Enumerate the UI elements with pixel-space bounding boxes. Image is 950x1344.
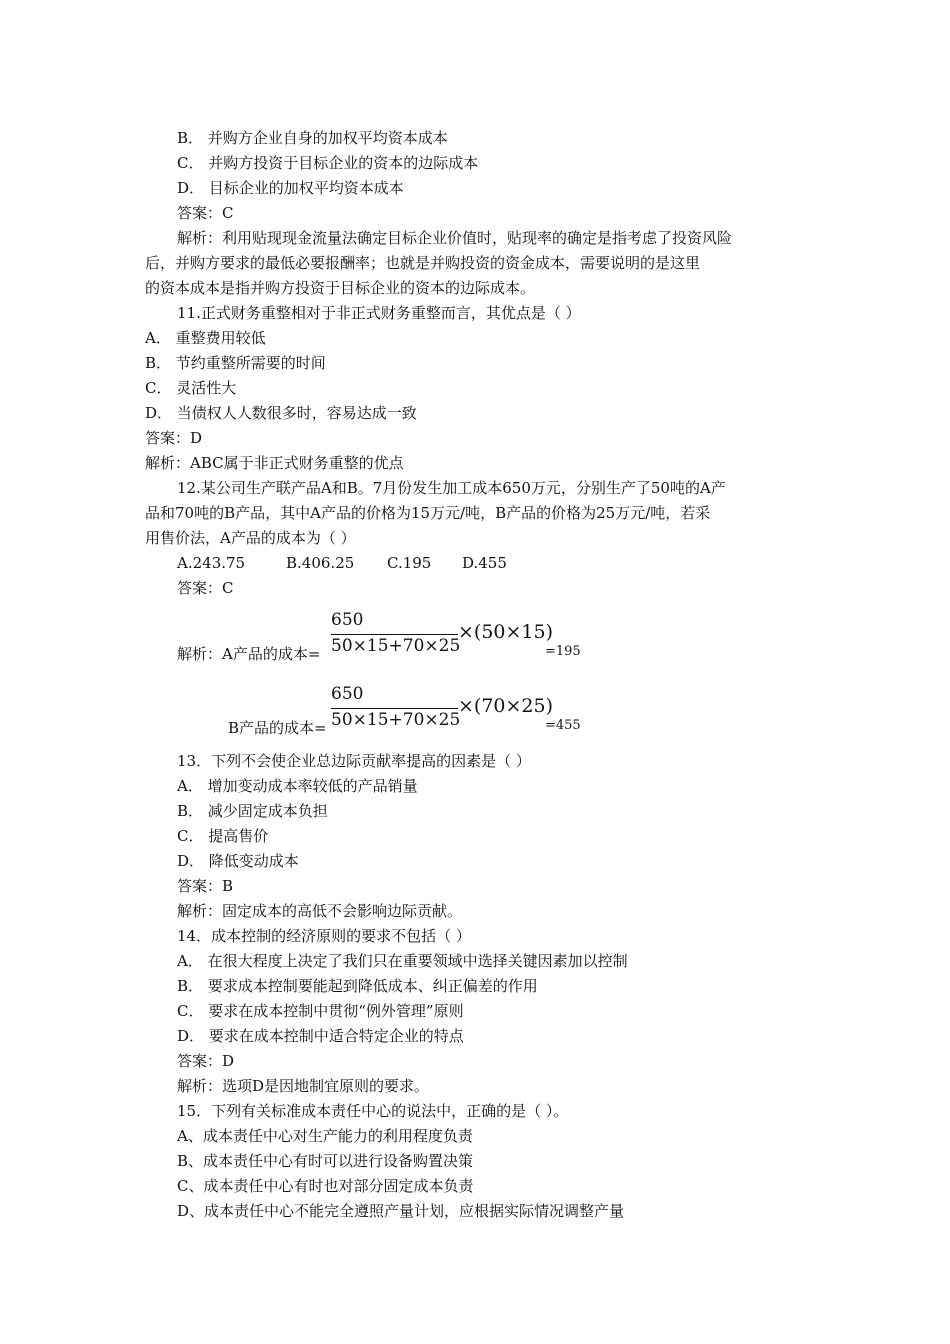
q13-option-d: D． 降低变动成本 [177,852,299,870]
q14-analysis: 解析：选项D是因地制宜原则的要求。 [177,1077,430,1095]
q11-analysis: 解析：ABC属于非正式财务重整的优点 [145,454,404,472]
q15-option-c: C、成本责任中心有时也对部分固定成本负责 [177,1177,474,1195]
q11-option-d: D． 当债权人人数很多时，容易达成一致 [145,404,417,422]
formula-a-fraction-bar [331,634,458,635]
q14-option-a: A． 在很大程度上决定了我们只在重要领域中选择关键因素加以控制 [177,952,628,970]
formula-a-label: 解析：A产品的成本= [177,645,321,663]
q12-option-d: D.455 [462,554,507,572]
q10-option-b: B． 并购方企业自身的加权平均资本成本 [177,129,448,147]
q11-answer: 答案：D [145,429,203,447]
q11-option-b: B． 节约重整所需要的时间 [145,354,326,372]
formula-a-denominator: 50×15+70×25 [331,636,461,656]
q13-option-a: A． 增加变动成本率较低的产品销量 [177,777,418,795]
q15-option-d: D、成本责任中心不能完全遵照产量计划，应根据实际情况调整产量 [177,1202,625,1220]
q12-option-b: B.406.25 [286,554,355,572]
q15-stem: 15．下列有关标准成本责任中心的说法中，正确的是（ ）。 [177,1102,569,1120]
q11-option-c: C． 灵活性大 [145,379,237,397]
q13-stem: 13．下列不会使企业总边际贡献率提高的因素是（ ） [177,752,531,770]
q11-stem: 11.正式财务重整相对于非正式财务重整而言，其优点是（ ） [177,304,581,322]
q10-option-c: C． 并购方投资于目标企业的资本的边际成本 [177,154,479,172]
q10-option-d: D． 目标企业的加权平均资本成本 [177,179,404,197]
formula-b-multiplier: ×(70×25) [458,695,554,717]
formula-a-numerator: 650 [331,610,364,630]
q12-option-c: C.195 [387,554,432,572]
q12-stem-line-2: 品和70吨的B产品，其中A产品的价格为15万元/吨，B产品的价格为25万元/吨，若采 [145,504,711,522]
q13-option-c: C． 提高售价 [177,827,269,845]
formula-a-result: =195 [545,644,581,659]
q14-answer: 答案：D [177,1052,235,1070]
q14-option-b: B． 要求成本控制要能起到降低成本、纠正偏差的作用 [177,977,538,995]
formula-b-numerator: 650 [331,684,364,704]
formula-b-fraction [331,684,461,734]
q10-analysis-line-3: 的资本成本是指并购方投资于目标企业的资本的边际成本。 [145,279,536,297]
q13-answer: 答案：B [177,877,234,895]
q12-answer: 答案：C [177,579,234,597]
q11-option-a: A． 重整费用较低 [145,329,266,347]
q12-stem-line-1: 12.某公司生产联产品A和B。7月份发生加工成本650万元，分别生产了50吨的A产 [177,479,726,497]
formula-b-denominator: 50×15+70×25 [331,710,461,730]
formula-b-fraction-bar [331,708,458,709]
q15-option-a: A、成本责任中心对生产能力的利用程度负责 [177,1127,473,1145]
formula-b-result: =455 [545,718,581,733]
q10-analysis-line-1: 解析：利用贴现现金流量法确定目标企业价值时，贴现率的确定是指考虑了投资风险 [177,229,733,247]
q15-option-b: B、成本责任中心有时可以进行设备购置决策 [177,1152,474,1170]
q13-option-b: B． 减少固定成本负担 [177,802,328,820]
q13-analysis: 解析：固定成本的高低不会影响边际贡献。 [177,902,463,920]
q14-option-d: D． 要求在成本控制中适合特定企业的特点 [177,1027,464,1045]
formula-a-fraction [331,610,461,660]
formula-b-label: B产品的成本= [228,719,327,737]
q14-stem: 14．成本控制的经济原则的要求不包括（ ） [177,927,471,945]
q12-stem-line-3: 用售价法，A产品的成本为（ ） [145,529,356,547]
formula-a-multiplier: ×(50×15) [458,621,554,643]
q12-option-a: A.243.75 [177,554,246,572]
q10-analysis-line-2: 后，并购方要求的最低必要报酬率；也就是并购投资的资金成本，需要说明的是这里 [145,254,701,272]
q10-answer: 答案：C [177,204,234,222]
q14-option-c: C． 要求在成本控制中贯彻“例外管理”原则 [177,1002,464,1020]
